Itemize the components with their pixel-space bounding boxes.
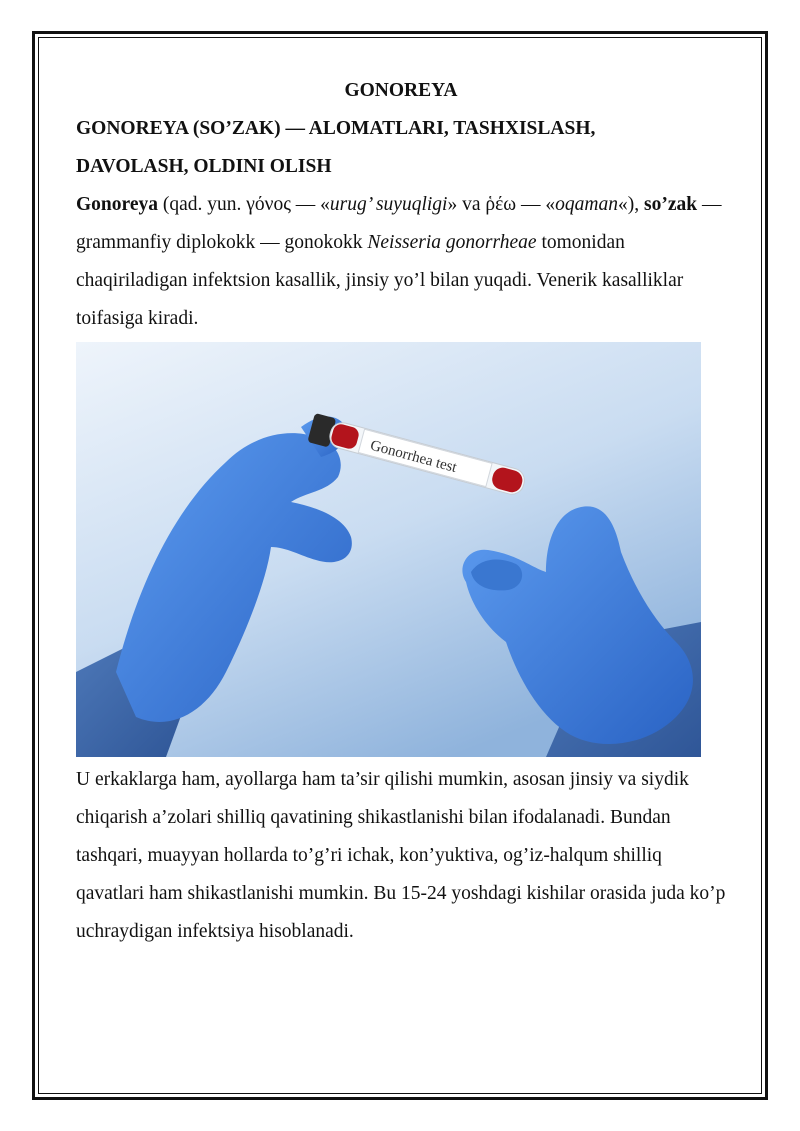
intro-text-5: tomonidan chaqiriladigan infektsion kasallik, jinsiy yo’l bilan yuqadi. Venerik kasalliklar toifasiga kiradi. [76, 232, 684, 329]
intro-paragraph [76, 186, 726, 338]
section-heading-line1: GONOREYA (SO’ZAK) — ALOMATLARI, TASHXISLASH, [76, 118, 596, 139]
intro-italic-1: urug’ suyuqligi [329, 194, 448, 215]
term-sozak: so’zak [643, 194, 698, 215]
tube-label-text: Gonorrhea test [368, 437, 459, 477]
intro-italic-2: oqaman [555, 194, 618, 215]
term-gonoreya: Gonoreya [76, 194, 158, 215]
body-paragraph-2: U erkaklarga ham, ayollarga ham ta’sir qilishi mumkin, asosan jinsiy va siydik chiqarish a’zolari shilliq qavatining shikastlanishi bilan ifodalanadi. Bundan tashqari, muayyan hollarda to’g’ri ichak, kon’yuktiva, og’iz-halqum shilliq qavatlari ham shikastlanishi mumkin. Bu 15-24 yoshdagi kishilar orasida juda ko’p uchraydigan infektsiya hisoblanadi. [76, 769, 726, 942]
intro-italic-3: Neisseria gonorrheae [367, 232, 537, 253]
section-heading [76, 110, 726, 186]
intro-text-3: «), [617, 194, 644, 215]
photo-illustration [76, 342, 701, 757]
intro-text-4: — grammanfiy diplokokk — gonokokk [76, 194, 722, 253]
intro-text-1: (qad. yun. γόνος — « [157, 194, 330, 215]
intro-text-2: » va ῥέω — « [447, 194, 556, 215]
section-heading-line2: DAVOLASH, OLDINI OLISH [76, 156, 332, 177]
document-title: GONOREYA [344, 80, 458, 101]
gonorrhea-test-photo [76, 342, 701, 757]
document-body [76, 72, 726, 951]
